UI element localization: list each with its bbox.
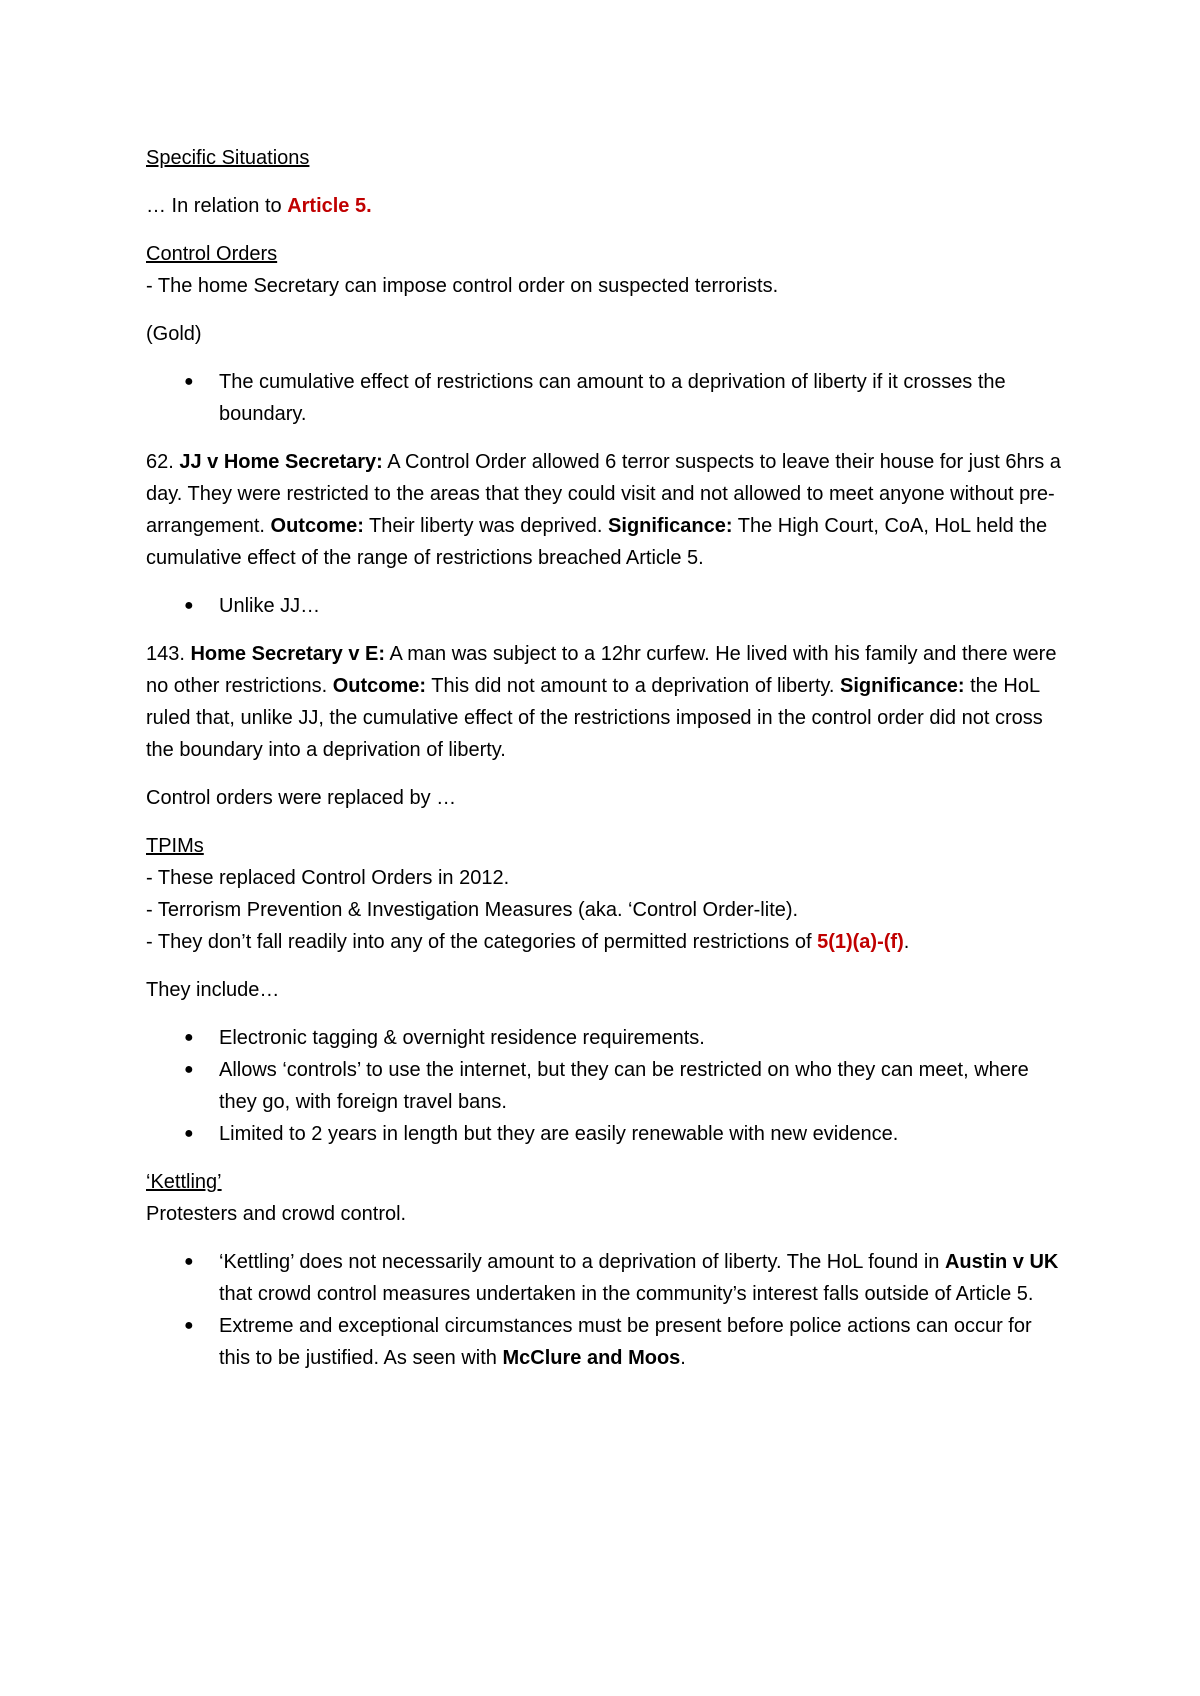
case-name: McClure and Moos [502, 1347, 681, 1369]
case-name: Home Secretary v E: [190, 643, 386, 665]
case-significance: The High Court, CoA, HoL held the cumulative effect of the range of restrictions breached Article 5. [146, 515, 1048, 569]
bullet-text: The cumulative effect of restrictions can amount to a deprivation of liberty if it crosses the boundary. [219, 371, 1006, 425]
tpims-line-3-suffix: . [903, 931, 910, 953]
significance-label: Significance: [608, 515, 733, 537]
list-item [146, 366, 1066, 430]
list-item [146, 1310, 1066, 1374]
case-number: 143. [146, 643, 191, 665]
bullet-icon: ● [184, 1061, 194, 1078]
gold-note: (Gold) [146, 323, 202, 345]
tpims-line-2: - Terrorism Prevention & Investigation Measures (aka. ‘Control Order-lite). [146, 899, 799, 921]
document-page [146, 142, 1066, 1390]
outcome-label: Outcome: [270, 515, 364, 537]
list-item [146, 590, 1066, 622]
case-outcome: Their liberty was deprived. [363, 515, 609, 537]
case-number: 62. [146, 451, 180, 473]
kettling-title: ‘Kettling’ [146, 1171, 222, 1193]
bullet-text [219, 1251, 1058, 1305]
control-orders-line: - The home Secretary can impose control order on suspected terrorists. [146, 275, 779, 297]
tpims-line-3 [146, 926, 1066, 958]
case-significance: the HoL ruled that, unlike JJ, the cumulative effect of the restrictions imposed in the control order did not cross the boundary into a deprivation of liberty. [146, 675, 1043, 761]
bullet-icon: ● [184, 1253, 194, 1270]
tpims-line-3-prefix: - They don’t fall readily into any of the categories of permitted restrictions of [146, 931, 818, 953]
control-orders-title: Control Orders [146, 243, 278, 265]
outcome-label: Outcome: [332, 675, 427, 697]
case-jj-paragraph [146, 446, 1066, 574]
bullet-text-prefix: ‘Kettling’ does not necessarily amount to a deprivation of liberty. The HoL found in [219, 1251, 945, 1273]
kettling-section [146, 1166, 1066, 1230]
bullet-icon: ● [184, 1029, 194, 1046]
kettling-bullets [146, 1246, 1066, 1374]
bullet-text: Unlike JJ… [219, 595, 321, 617]
case-facts: A man was subject to a 12hr curfew. He lived with his family and there were no other restrictions. [146, 643, 1057, 697]
list-item [146, 1246, 1066, 1310]
case-outcome: This did not amount to a deprivation of liberty. [426, 675, 841, 697]
bullet-text-suffix: that crowd control measures undertaken in the community’s interest falls outside of Article 5. [219, 1283, 1034, 1305]
heading-text: Specific Situations [146, 147, 310, 169]
section-heading [146, 142, 1066, 174]
include-line: They include… [146, 979, 280, 1001]
bullet-text: Limited to 2 years in length but they are easily renewable with new evidence. [219, 1123, 899, 1145]
intro-prefix: … In relation to [146, 195, 288, 217]
control-orders-section [146, 238, 1066, 302]
kettling-line: Protesters and crowd control. [146, 1203, 407, 1225]
intro-line [146, 190, 1066, 222]
tpims-title: TPIMs [146, 835, 204, 857]
case-name: Austin v UK [944, 1251, 1059, 1273]
list-item [146, 1054, 1066, 1118]
replaced-line: Control orders were replaced by … [146, 787, 457, 809]
unlike-bullets [146, 590, 1066, 622]
bullet-icon: ● [184, 1317, 194, 1334]
tpims-section [146, 830, 1066, 958]
bullet-icon: ● [184, 373, 194, 390]
bullet-text: Electronic tagging & overnight residence requirements. [219, 1027, 705, 1049]
control-orders-bullets [146, 366, 1066, 430]
case-e-paragraph [146, 638, 1066, 766]
article-reference: Article 5. [287, 195, 372, 217]
article-reference: 5(1)(a)-(f) [817, 931, 904, 953]
bullet-text: Allows ‘controls’ to use the internet, but they can be restricted on who they can meet, where they go, with foreign travel bans. [219, 1059, 1029, 1113]
significance-label: Significance: [840, 675, 965, 697]
bullet-icon: ● [184, 597, 194, 614]
bullet-text-suffix: . [680, 1347, 686, 1369]
include-bullets [146, 1022, 1066, 1150]
tpims-line-1: - These replaced Control Orders in 2012. [146, 867, 510, 889]
bullet-text-prefix: Extreme and exceptional circumstances must be present before police actions can occur for this to be justified. As seen with [219, 1315, 1032, 1369]
bullet-text [219, 1315, 1032, 1369]
case-name: JJ v Home Secretary: [179, 451, 383, 473]
list-item [146, 1022, 1066, 1054]
case-facts: A Control Order allowed 6 terror suspects to leave their house for just 6hrs a day. They were restricted to the areas that they could visit and not allowed to meet anyone without pre-arrangement. [146, 451, 1061, 537]
bullet-icon: ● [184, 1125, 194, 1142]
list-item [146, 1118, 1066, 1150]
